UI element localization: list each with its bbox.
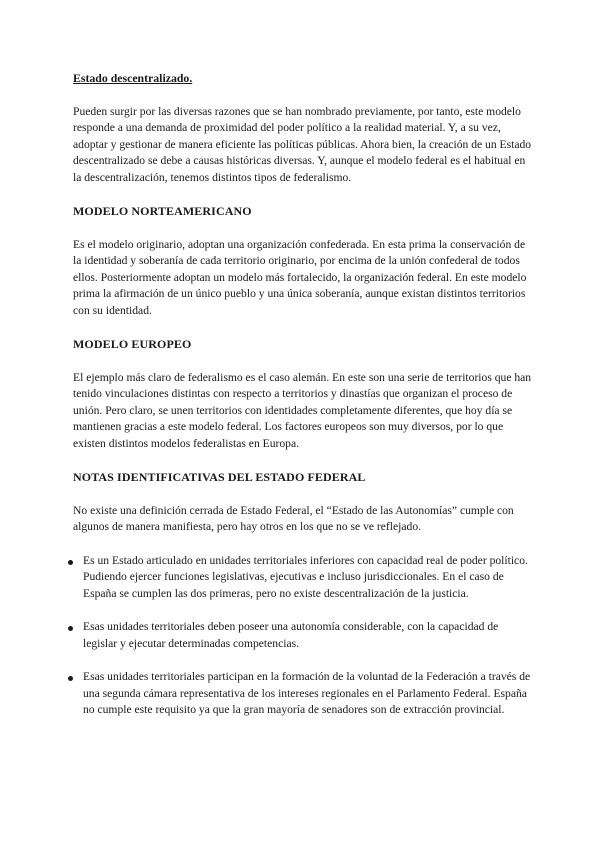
list-item-text: Esas unidades territoriales participan en la formación de la voluntad de la Federación a través de una segunda cámara representativa de los intereses regionales en el Parlamento Federal. España no cumple este requisito ya que la gran mayoría de senadores son de extracción provincial. — [83, 670, 531, 716]
heading-modelo-norteamericano: MODELO NORTEAMERICANO — [73, 204, 252, 218]
list-item — [73, 619, 533, 652]
list-item — [73, 669, 533, 719]
bullet-list — [73, 553, 533, 719]
paragraph-notas-identificativas: No existe una definición cerrada de Estado Federal, el “Estado de las Autonomías” cumple con algunos de manera manifiesta, pero hay otros en los que no se ve reflejado. — [73, 503, 514, 533]
list-item — [73, 553, 533, 603]
document-page — [73, 70, 533, 736]
list-item-text: Esas unidades territoriales deben poseer una autonomía considerable, con la capacidad de legislar y ejecutar determinadas competencias. — [83, 620, 499, 650]
bullet-dot-icon — [68, 676, 73, 681]
document-title: Estado descentralizado. — [73, 71, 193, 85]
bullet-dot-icon — [68, 560, 73, 565]
heading-modelo-europeo: MODELO EUROPEO — [73, 337, 192, 351]
list-item-text: Es un Estado articulado en unidades territoriales inferiores con capacidad real de poder político. Pudiendo ejercer funciones legislativas, ejecutivas e incluso jurisdiccionales. En el caso de España se cumplen las dos primeras, pero no existe descentralización de la justicia. — [83, 553, 528, 600]
intro-paragraph: Pueden surgir por las diversas razones que se han nombrado previamente, por tanto, este modelo responde a una demanda de proximidad del poder político a la realidad material. Y, a su vez, adoptar y gestionar de manera eficiente las políticas públicas. Ahora bien, la creación de un Estado descentralizado se debe a causas históricas diversas. Y, aunque el modelo federal es el habitual en la descentralización, tenemos distintos tipos de federalismo. — [73, 104, 532, 184]
paragraph-modelo-europeo: El ejemplo más claro de federalismo es el caso alemán. En este son una serie de territorios que han tenido vinculaciones distintas con respecto a territorios y dinastías que organizan el proceso de unión. Pero claro, se unen territorios con identidades completamente diferentes, que hoy día se mantienen gracias a este modelo federal. Los factores europeos son muy diversos, por lo que existen distintos modelos federalistas en Europa. — [73, 370, 532, 450]
paragraph-modelo-norteamericano: Es el modelo originario, adoptan una organización confederada. En esta prima la conservación de la identidad y soberanía de cada territorio originario, por encima de la unión confederal de todos ellos. Posteriormente adoptan un modelo más fortalecido, la organización federal. En este modelo prima la afirmación de un único pueblo y una única soberanía, aunque existan distintos territorios con su identidad. — [73, 237, 527, 317]
heading-notas-identificativas: NOTAS IDENTIFICATIVAS DEL ESTADO FEDERAL — [73, 470, 366, 484]
bullet-dot-icon — [68, 626, 73, 631]
